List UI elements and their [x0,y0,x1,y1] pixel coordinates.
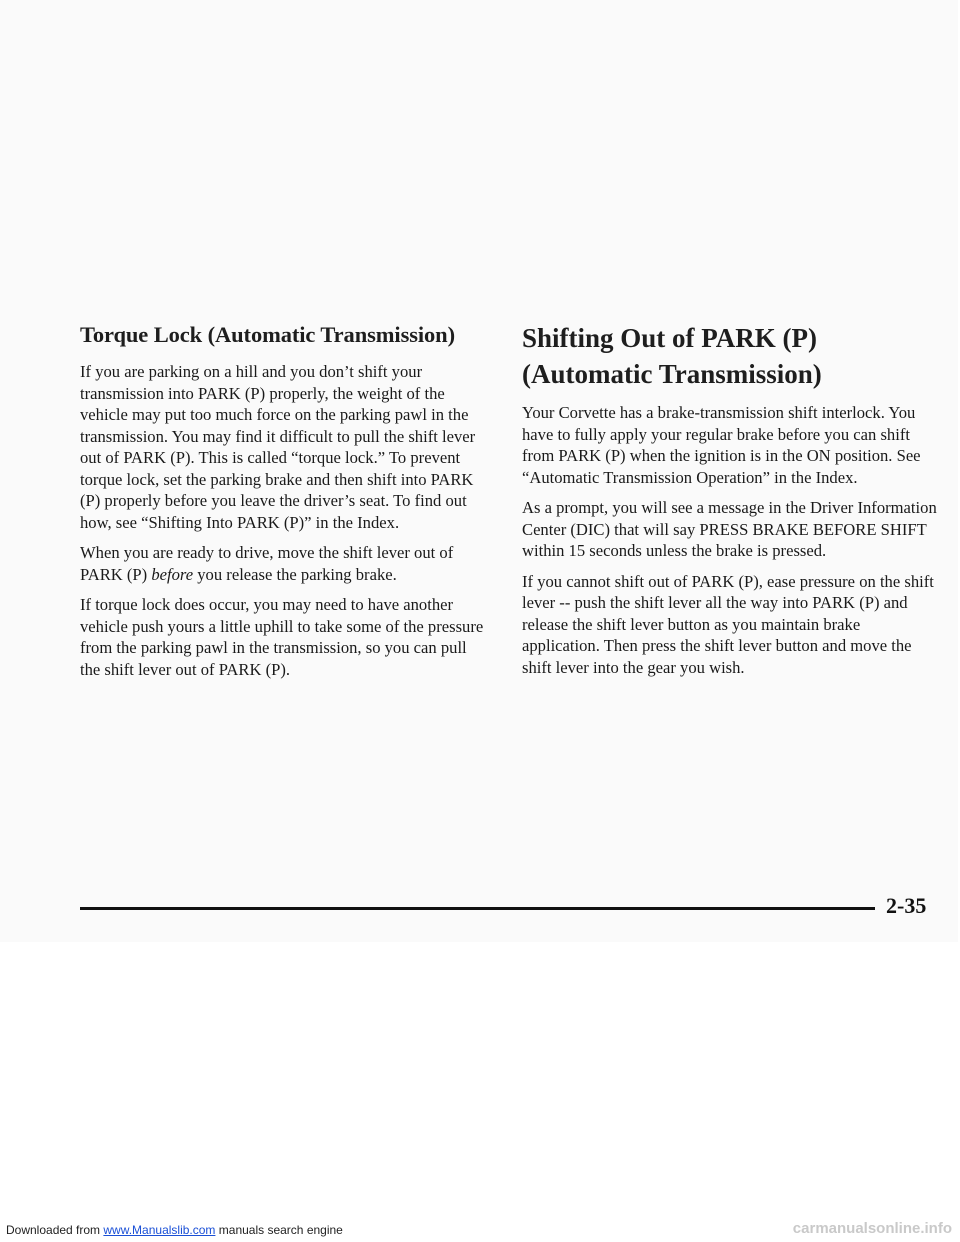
torque-lock-paragraph-3: If torque lock does occur, you may need to have another vehicle push yours a little uphill to take some of the pressure from the parking pawl in the transmission, so you can pull the shift lever out of PARK (P). [80,595,484,679]
torque-lock-heading: Torque Lock (Automatic Transmission) [80,322,455,347]
shifting-out-paragraph-3: If you cannot shift out of PARK (P), ease pressure on the shift lever -- push the shift lever all the way into PARK (P) and release the shift lever button as you maintain brake application. Then press the shift lever button and move the shift lever into the gear you wish. [522,571,934,677]
shifting-out-paragraph-1: Your Corvette has a brake-transmission shift interlock. You have to fully apply your regular brake before you can shift from PARK (P) when the ignition is in the ON position. See “Automatic Transmission Operation” in the Index. [522,403,921,487]
download-footer [6,1223,343,1237]
torque-lock-paragraph-1: If you are parking on a hill and you don’t shift your transmission into PARK (P) properly, the weight of the vehicle may put too much force on the parking pawl in the transmission. You may find it difficult to pull the shift lever out of PARK (P). This is called “torque lock.” To prevent torque lock, set the parking brake and then shift into PARK (P) properly before you leave the driver’s seat. To find out how, see “Shifting Into PARK (P)” in the Index. [80,362,476,532]
torque-lock-paragraph-2 [80,542,490,585]
footer-suffix: manuals search engine [215,1223,343,1237]
p2-text-before: When you are ready to drive, move the shift lever out of PARK (P) [80,543,454,584]
p2-emphasis: before [151,564,194,584]
shifting-out-paragraph-2: As a prompt, you will see a message in the Driver Information Center (DIC) that will say PRESS BRAKE BEFORE SHIFT within 15 seconds unless the brake is pressed. [522,498,937,560]
watermark-text: carmanualsonline.info [792,1220,952,1237]
shifting-out-heading: Shifting Out of PARK (P) (Automatic Transmission) [522,323,822,389]
right-column [522,322,942,687]
footer-rule [80,907,875,910]
page-number: 2-35 [886,893,927,918]
p2-text-after: you release the parking brake. [193,564,397,584]
footer-prefix: Downloaded from [6,1223,104,1237]
left-column [80,322,490,689]
manualslib-link[interactable]: www.Manualslib.com [103,1223,216,1237]
